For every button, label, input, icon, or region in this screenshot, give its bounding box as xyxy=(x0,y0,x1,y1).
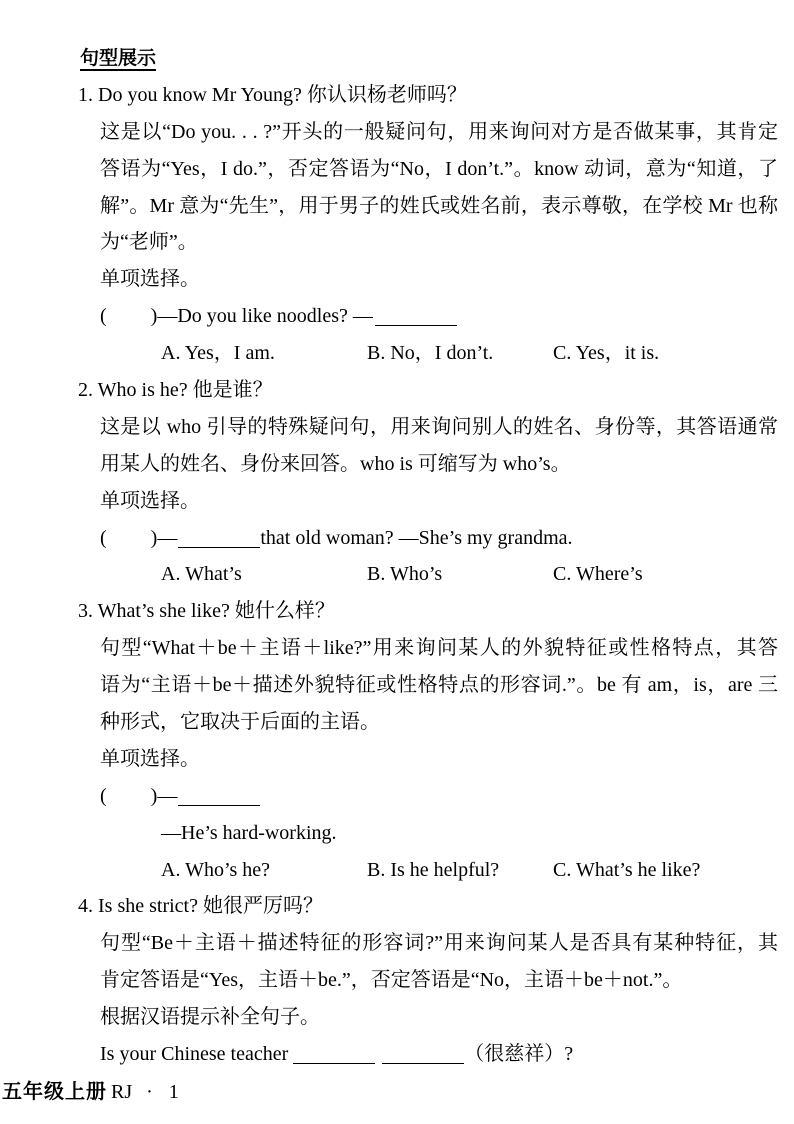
page-footer xyxy=(2,1078,179,1106)
item-3-explanation-line: 句型“What＋be＋主语＋like?”用来询问某人的外貌特征或性格特点，其答 xyxy=(100,637,778,660)
item-3-explanation-line: 种形式，它取决于后面的主语。 xyxy=(100,711,380,734)
item-1-explanation-line: 这是以“Do you. . . ?”开头的一般疑问句，用来询问对方是否做某事，其肯定 xyxy=(100,120,778,143)
answer-blank xyxy=(382,1063,464,1064)
item-3-question xyxy=(0,778,794,815)
item-4-explanation-line: 句型“Be＋主语＋描述特征的形容词?”用来询问某人是否具有某种特征，其 xyxy=(100,932,778,955)
item-2-explanation-line: 用某人的姓名、身份来回答。who is 可缩写为 who’s。 xyxy=(100,452,571,475)
item-2-options xyxy=(0,556,794,593)
item-3-heading: 3. What’s she like? 她什么样？ xyxy=(78,600,335,623)
item-4-sentence xyxy=(0,1036,794,1073)
option-b: B. No，I don’t. xyxy=(367,342,494,365)
item-1-explanation-line: 答语为“Yes，I do.”，否定答语为“No，I don’t.”。know 动词，意为“知道，了 xyxy=(100,157,778,180)
item-2-question-dash: — xyxy=(157,526,178,549)
item-2-explanation-line: 这是以 who 引导的特殊疑问句，用来询问别人的姓名、身份等，其答语通常 xyxy=(100,415,778,438)
option-a: A. Yes，I am. xyxy=(161,342,275,365)
footer-dot: · xyxy=(146,1081,153,1103)
option-b: B. Who’s xyxy=(367,563,443,586)
answer-bracket-open: ( xyxy=(100,784,107,807)
item-1-question xyxy=(0,298,794,335)
item-3-reply: —He’s hard-working. xyxy=(161,821,337,844)
option-c: C. Where’s xyxy=(553,563,643,586)
option-b: B. Is he helpful? xyxy=(367,858,500,881)
item-4-heading: 4. Is she strict? 她很严厉吗？ xyxy=(78,895,323,918)
item-1-heading: 1. Do you know Mr Young? 你认识杨老师吗？ xyxy=(78,83,467,106)
option-a: A. Who’s he? xyxy=(161,858,271,881)
item-4-explanation-line: 肯定答语是“Yes，主语＋be.”，否定答语是“No，主语＋be＋not.”。 xyxy=(100,969,683,992)
answer-blank xyxy=(375,325,457,326)
option-a: A. What’s xyxy=(161,563,242,586)
section-title-line xyxy=(0,40,794,77)
item-2-heading: 2. Who is he? 他是谁？ xyxy=(78,379,273,402)
answer-blank xyxy=(293,1063,375,1064)
footer-edition: RJ xyxy=(111,1081,133,1103)
answer-bracket-open: ( xyxy=(100,526,107,549)
answer-bracket-close: ) xyxy=(150,526,158,549)
item-4-hint: （很慈祥）? xyxy=(464,1043,574,1066)
sentence-pattern-section xyxy=(0,40,794,1073)
item-2-question xyxy=(0,520,794,557)
item-4-sentence-start: Is your Chinese teacher xyxy=(100,1043,289,1066)
item-4-task-instruction: 根据汉语提示补全句子。 xyxy=(100,1006,320,1029)
option-c: C. Yes，it is. xyxy=(553,342,660,365)
item-1-explanation-line: 解”。Mr 意为“先生”，用于男子的姓氏或姓名前，表示尊敬，在学校 Mr 也称 xyxy=(100,194,778,217)
item-1-explanation-line: 为“老师”。 xyxy=(100,231,198,254)
item-1-options xyxy=(0,335,794,372)
item-3-options xyxy=(0,852,794,889)
item-2-task-instruction: 单项选择。 xyxy=(100,489,200,512)
item-3-question-dash: — xyxy=(157,784,178,807)
answer-bracket-close: ) xyxy=(150,305,158,328)
answer-bracket-close: ) xyxy=(150,784,158,807)
option-c: C. What’s he like? xyxy=(553,858,701,881)
item-1-question-text: —Do you like noodles? — xyxy=(157,305,373,328)
item-3-task-instruction: 单项选择。 xyxy=(100,747,200,770)
item-1-task-instruction: 单项选择。 xyxy=(100,268,200,291)
section-title: 句型展示 xyxy=(80,47,157,69)
item-3-explanation-line: 语为“主语＋be＋描述外貌特征或性格特点的形容词.”。be 有 am，is，are 三 xyxy=(100,674,778,697)
answer-blank xyxy=(178,547,260,548)
item-2-question-text: that old woman? —She’s my grandma. xyxy=(260,526,573,549)
footer-page-number: 1 xyxy=(168,1081,179,1103)
footer-book-title: 五年级上册 xyxy=(2,1081,107,1103)
answer-blank xyxy=(178,805,260,806)
answer-bracket-open: ( xyxy=(100,305,107,328)
